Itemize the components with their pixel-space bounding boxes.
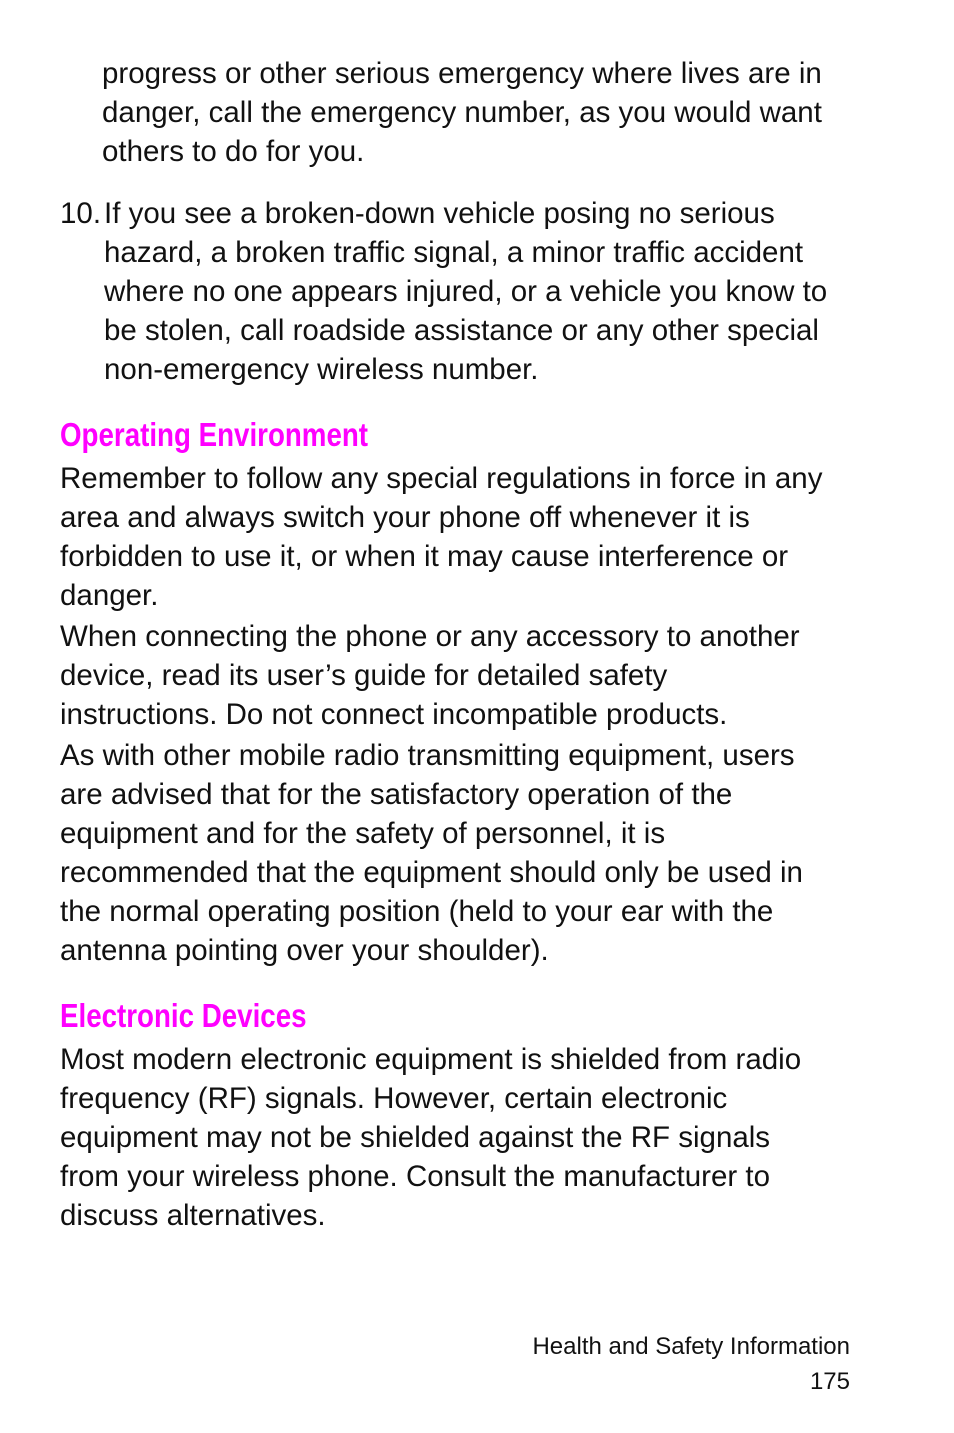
continuation-paragraph: progress or other serious emergency where lives are in danger, call the emergency number, as you would want others to do for you. xyxy=(102,57,822,168)
operating-environment-paragraph-1: Remember to follow any special regulations in force in any area and always switch your phone off whenever it is forbidden to use it, or when it may cause interference or danger. xyxy=(60,462,823,612)
section-heading-electronic-devices: Electronic Devices xyxy=(60,997,307,1034)
list-item-text: If you see a broken-down vehicle posing no serious hazard, a broken traffic signal, a minor traffic accident where no one appears injured, or a vehicle you know to be stolen, call roadside assistance or any other special non-emergency wireless number. xyxy=(104,197,828,386)
operating-environment-paragraph-2: When connecting the phone or any accessory to another device, read its user’s guide for detailed safety instructions. Do not connect incompatible products. xyxy=(60,620,800,731)
page-number: 175 xyxy=(809,1368,850,1395)
section-heading-operating-environment: Operating Environment xyxy=(60,416,369,453)
list-item-number: 10. xyxy=(60,197,102,230)
electronic-devices-paragraph-1: Most modern electronic equipment is shielded from radio frequency (RF) signals. However, certain electronic equipment may not be shielded against the RF signals from your wireless phone. Consult the manufacturer to discuss alternatives. xyxy=(60,1043,802,1232)
footer-section-title: Health and Safety Information xyxy=(532,1333,850,1360)
operating-environment-paragraph-3: As with other mobile radio transmitting equipment, users are advised that for the satisfactory operation of the equipment and for the safety of personnel, it is recommended that the equipment should only be used in the normal operating position (held to your ear with the antenna pointing over your shoulder). xyxy=(60,739,803,967)
